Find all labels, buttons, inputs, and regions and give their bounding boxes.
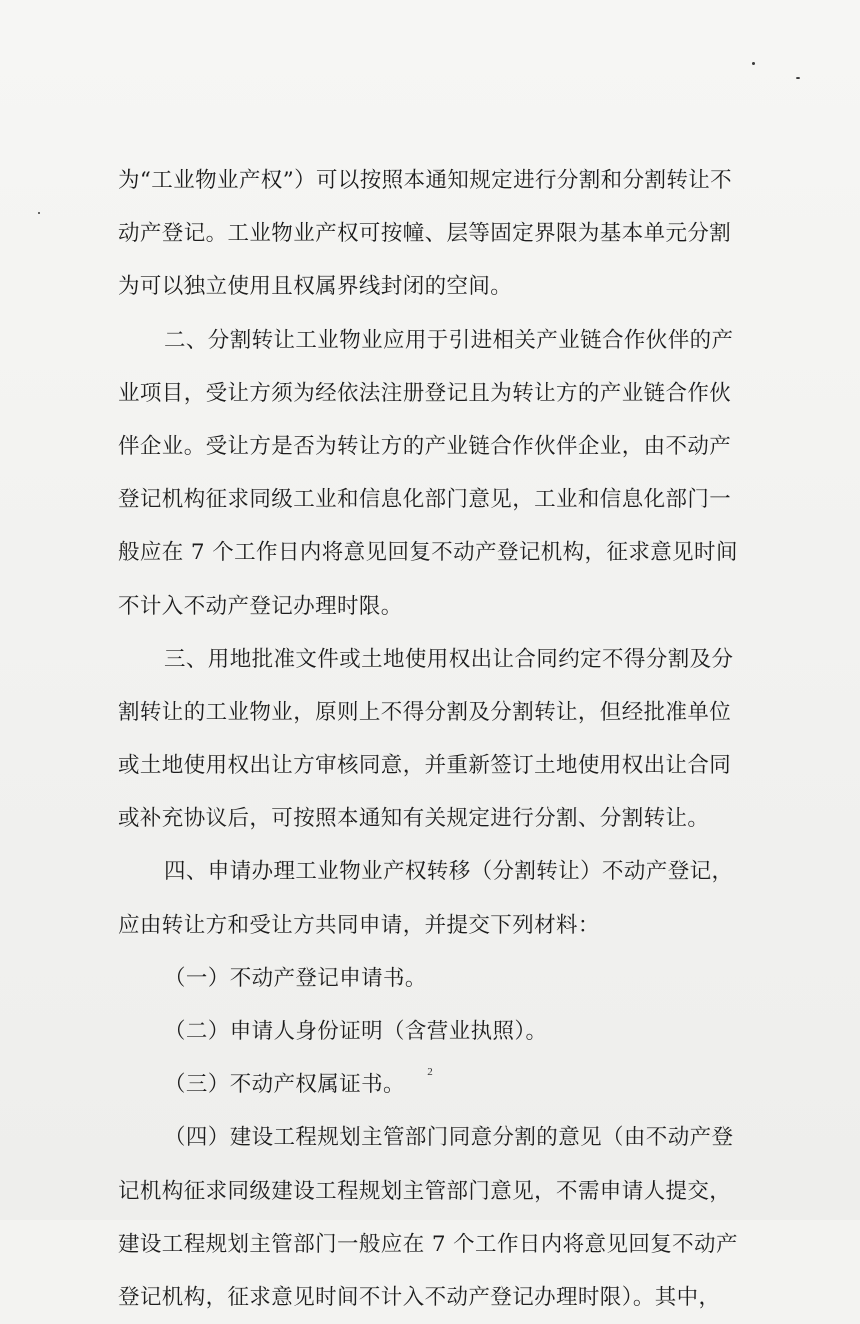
document-body [118,154,738,1324]
text-line: 动产登记。工业物业产权可按幢、层等固定界限为基本单元分割 [118,221,732,247]
text-line: 般应在 7 个工作日内将意见回复不动产登记机构，征求意见时间 [118,540,738,566]
text-line: 或补充协议后，可按照本通知有关规定进行分割、分割转让。 [118,806,710,832]
text-line: 为“工业物业产权”）可以按照本通知规定进行分割和分割转让不 [118,168,733,193]
paragraph-start-line: 二、分割转让工业物业应用于引进相关产业链合作伙伴的产 [164,327,734,353]
text-line: 登记机构征求同级工业和信息化部门意见，工业和信息化部门一 [118,487,732,513]
text-line: 记机构征求同级建设工程规划主管部门意见，不需申请人提交， [118,1178,732,1204]
text-line: 建设工程规划主管部门一般应在 7 个工作日内将意见回复不动产 [118,1231,738,1257]
text-line: 业项目，受让方须为经依法注册登记且为转让方的产业链合作伙 [118,380,732,406]
list-item: （三）不动产权属证书。 [164,1072,405,1098]
paragraph-start-line: 四、申请办理工业物业产权转移（分割转让）不动产登记， [164,859,734,885]
text-line: 不计入不动产登记办理时限。 [118,593,403,619]
text-line: 伴企业。受让方是否为转让方的产业链合作伙伴企业，由不动产 [118,433,732,459]
text-line: 应由转让方和受让方共同申请，并提交下列材料： [118,912,600,938]
scan-speck [752,62,755,65]
text-line: 为可以独立使用且权属界线封闭的空间。 [118,274,513,300]
page-number: 2 [427,1066,433,1078]
scan-speck [796,77,800,79]
list-item: （一）不动产登记申请书。 [164,965,427,991]
scan-speck [38,212,40,214]
list-item: （二）申请人身份证明（含营业执照）。 [164,1019,548,1044]
text-line: 或土地使用权出让方审核同意，并重新签订土地使用权出让合同 [118,753,732,779]
list-item: （四）建设工程规划主管部门同意分割的意见（由不动产登 [164,1125,734,1151]
text-line: 割转让的工业物业，原则上不得分割及分割转让，但经批准单位 [118,699,732,725]
paragraph-start-line: 三、用地批准文件或土地使用权出让合同约定不得分割及分 [164,646,734,672]
text-line: 登记机构，征求意见时间不计入不动产登记办理时限）。其中， [118,1284,721,1310]
